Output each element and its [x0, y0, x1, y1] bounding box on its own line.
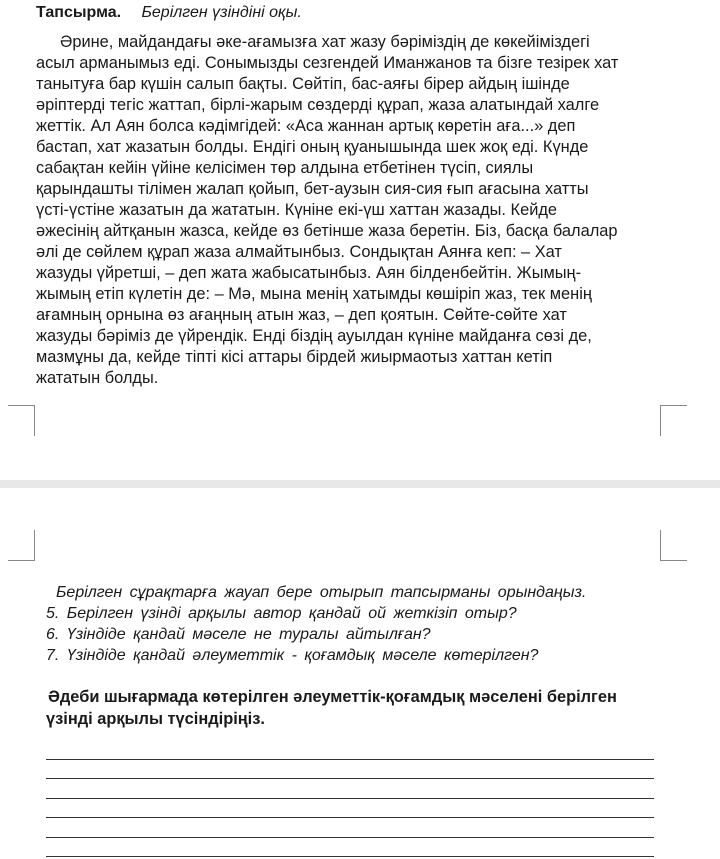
passage-line: әлі де сөйлем құрап жаза алмайтынбыз. Сондықтан Аянға кеп: – Хат — [36, 243, 562, 261]
crop-mark-right — [660, 405, 687, 436]
final-task-line: Әдеби шығармада көтерілген әлеуметтік-қоғамдық мәселені берілген — [48, 688, 617, 706]
passage-line: Әрине, майдандағы әке-ағамызға хат жазу бәріміздің де көкейіміздегі — [60, 33, 590, 51]
question-item: 5. Берілген үзінді арқылы автор қандай ой жеткізіп отыр? — [46, 605, 517, 622]
passage-line: танытуға бар күшін салып бақты. Сөйтіп, бас-аяғы бірер айдың ішінде — [36, 75, 570, 93]
crop-mark-right — [660, 530, 687, 561]
passage-line: асыл арманымыз еді. Сонымызды сезгендей Иманжанов та бізге тезірек хат — [36, 54, 619, 72]
crop-mark-left — [8, 530, 35, 561]
passage-line: әріптерді тегіс жаттап, бірлі-жарым сөздерді құрап, жаза алатындай халге — [36, 96, 600, 114]
passage-line: жататын болды. — [36, 369, 159, 387]
answer-writing-area[interactable] — [46, 740, 654, 857]
passage-line: әжесінің айтқанын жазса, кейде өз бетінше жаза беретін. Біз, басқа балалар — [36, 222, 618, 240]
answer-line — [46, 740, 654, 760]
passage-line: қарындашты тілімен жалап қойып, бет-аузын сия-сия ғып ағасына хатты — [36, 180, 589, 198]
passage-line: үсті-үстіне жазатын да жататын. Күніне екі-үш хаттан жазады. Кейде — [36, 201, 558, 219]
task-instruction: Берілген үзіндіні оқы. — [141, 4, 302, 21]
passage-line: жымың етіп күлетін де: – Мә, мына менің хатымды көшіріп жаз, тек менің — [36, 285, 592, 303]
answer-line — [46, 818, 654, 838]
passage-line: бастап, хат жазатын болды. Ендігі оның қуанышында шек жоқ еді. Күнде — [36, 138, 589, 156]
passage-line: мазмұны да, кейде тіпті кісі аттары бірдей жиырмаотыз хаттан кетіп — [36, 348, 553, 366]
answer-line — [46, 779, 654, 799]
passage-line: жеттік. Ал Аян болса кәдімгідей: «Аса жаннан артық көретін аға...» деп — [36, 117, 576, 135]
task-heading — [36, 4, 302, 22]
passage-line: сабақтан кейін үйіне келісімен төр алдына етбетінен түсіп, сиялы — [36, 159, 534, 177]
crop-mark-left — [8, 405, 35, 436]
answer-line — [46, 799, 654, 819]
question-item: 6. Үзіндіде қандай мәселе не туралы айтылған? — [46, 626, 431, 643]
answer-line — [46, 760, 654, 780]
answer-line — [46, 838, 654, 858]
passage-line: ағамның орнына өз ағаңның атын жаз, – деп қоятын. Сөйте-сөйте хат — [36, 306, 567, 324]
passage-line: жазуды бәріміз де үйрендік. Енді біздің ауылдан күніне майданға сөзі де, — [36, 327, 592, 345]
question-item: 7. Үзіндіде қандай әлеуметтік - қоғамдық мәселе көтерілген? — [46, 647, 539, 664]
task-label: Тапсырма. — [36, 4, 122, 21]
page-break — [0, 480, 720, 488]
reading-passage — [36, 32, 666, 389]
final-task-line: үзінді арқылы түсіндіріңіз. — [46, 710, 265, 728]
questions-intro: Берілген сұрақтарға жауап бере отырып тапсырманы орындаңыз. — [56, 584, 587, 601]
final-task — [46, 686, 646, 730]
questions-block — [46, 582, 586, 666]
passage-line: жазуды үйретші, – деп жата жабысатынбыз. Аян білденбейтін. Жымың- — [36, 264, 582, 282]
